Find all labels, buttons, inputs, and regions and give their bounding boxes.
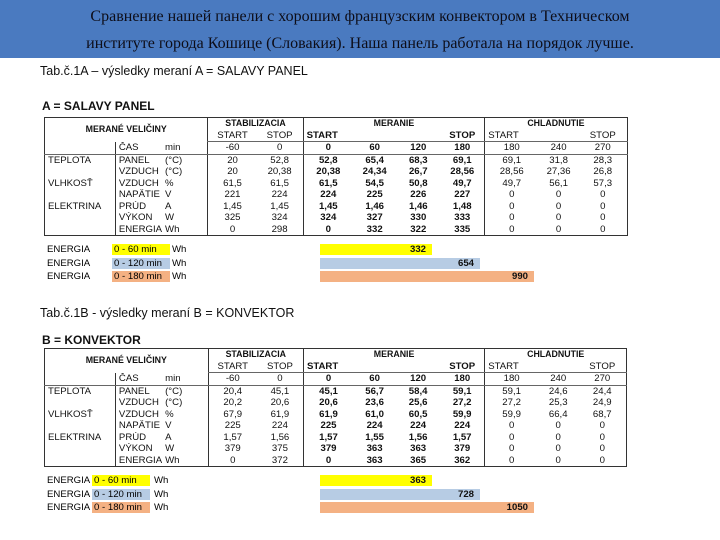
row-category — [45, 189, 116, 201]
cool-cell: 0 — [579, 212, 627, 224]
stab-start-cell: 20,2 — [208, 397, 257, 409]
measure-cell: 60 — [353, 142, 396, 155]
measure-cell: 45,1 — [303, 385, 353, 397]
measure-cell: 1,56 — [408, 431, 428, 443]
row-quantity: VÝKON — [115, 212, 162, 224]
stab-start-cell: 0 — [208, 455, 257, 467]
row-category: TEPLOTA — [45, 154, 116, 166]
cool-cell: 0 — [578, 432, 626, 444]
cool-cell: 57,3 — [579, 178, 627, 190]
cool-cell: 240 — [538, 373, 578, 386]
table-row — [45, 154, 720, 166]
energy-row — [0, 244, 720, 256]
cool-cell: 0 — [485, 420, 538, 432]
row-quantity: NAPÄTIE — [115, 420, 162, 432]
cooling-header: CHLADNUTIE — [485, 349, 627, 361]
cool-cell: 27,36 — [546, 166, 571, 178]
table-row — [45, 443, 720, 455]
stab-stop-cell: 52,8 — [270, 154, 289, 166]
measure-cell: 60 — [353, 373, 396, 386]
measure-cell: 50,8 — [408, 177, 428, 189]
stab-start-label: START — [208, 130, 257, 142]
cool-cell: 0 — [485, 443, 538, 455]
row-quantity: VÝKON — [115, 443, 162, 455]
measure-cell: 59,9 — [452, 408, 472, 420]
row-category — [45, 212, 116, 224]
measure-cell: 379 — [303, 443, 353, 455]
energy-row — [0, 258, 720, 270]
energy-unit: Wh — [172, 271, 187, 282]
row-unit: (°C) — [165, 397, 183, 409]
stab-stop-cell: 0 — [257, 373, 304, 386]
row-quantity: VZDUCH — [115, 409, 162, 421]
row-quantity: VZDUCH — [115, 397, 162, 409]
row-unit: Wh — [162, 224, 208, 236]
energy-value-bar: 332 — [320, 244, 432, 255]
cool-cell: 0 — [555, 443, 561, 455]
measure-cell: 0 — [303, 224, 353, 236]
table-row — [45, 189, 720, 201]
measure-cell: 26,7 — [408, 166, 428, 178]
row-category — [45, 224, 116, 236]
energy-label: ENERGIA — [47, 271, 91, 282]
energy-value-bar: 363 — [320, 475, 432, 486]
stab-stop-cell: 324 — [271, 212, 288, 224]
table-row — [45, 373, 720, 386]
energy-row — [0, 489, 720, 501]
stab-start-cell: 61,5 — [208, 178, 257, 190]
measure-cell: 1,46 — [408, 200, 428, 212]
measure-cell: 56,7 — [365, 385, 384, 397]
cool-cell: 180 — [485, 373, 538, 386]
row-quantity: ENERGIA — [115, 455, 162, 467]
stab-start-cell: 225 — [208, 420, 257, 432]
cool-cell: 0 — [579, 189, 627, 201]
cool-cell: 24,9 — [578, 397, 626, 409]
measure-cell: 379 — [454, 443, 471, 455]
cool-cell: 66,4 — [548, 408, 568, 420]
row-unit: V — [165, 189, 172, 201]
measure-cell: 1,57 — [452, 431, 472, 443]
table-row — [45, 409, 720, 421]
energy-unit: Wh — [154, 488, 169, 500]
measure-cell: 180 — [440, 373, 485, 386]
cool-cell: 25,3 — [548, 397, 568, 409]
cool-cell: 0 — [485, 432, 538, 444]
measured-quantities-header: MERANÉ VELIČINY — [45, 349, 209, 373]
row-category — [45, 166, 116, 178]
cool-cell: 24,4 — [578, 385, 626, 397]
stab-start-cell: 379 — [208, 443, 257, 455]
stab-stop-cell: 1,45 — [270, 200, 289, 212]
row-unit: V — [165, 420, 172, 432]
energy-period: 0 - 120 min — [92, 489, 150, 500]
table-row — [45, 178, 720, 190]
table-row — [45, 455, 720, 467]
measure-cell: 224 — [410, 420, 427, 432]
energy-label: ENERGIA — [47, 257, 91, 269]
stab-start-cell: -60 — [208, 373, 257, 386]
energy-label: ENERGIA — [47, 502, 91, 513]
energy-unit: Wh — [172, 244, 187, 255]
cool-cell: 0 — [555, 200, 562, 212]
measure-cell: 224 — [366, 420, 383, 432]
measurement-header: MERANIE — [303, 349, 484, 361]
row-quantity: PRÚD — [115, 201, 162, 213]
row-category: VLHKOSŤ — [45, 409, 116, 421]
table-row — [45, 420, 720, 432]
stab-stop-cell: 224 — [271, 189, 288, 201]
table-row — [45, 142, 720, 155]
cool-cell: 0 — [579, 201, 627, 213]
table-row — [45, 432, 720, 444]
row-unit: A — [165, 200, 172, 212]
stab-stop-cell: 61,5 — [270, 177, 289, 189]
cool-cell: 0 — [578, 443, 626, 455]
row-quantity: ČAS — [115, 373, 162, 386]
table-row — [45, 224, 720, 236]
row-unit: % — [165, 408, 174, 420]
stab-stop-label: STOP — [257, 361, 304, 373]
row-category: ELEKTRINA — [45, 432, 116, 444]
measure-cell: 54,5 — [365, 177, 385, 189]
energy-label: ENERGIA — [47, 475, 91, 486]
cool-cell: 0 — [555, 212, 562, 224]
row-unit: min — [162, 373, 208, 386]
table-row — [45, 212, 720, 224]
energy-period: 0 - 180 min — [92, 502, 150, 513]
measure-cell: 363 — [366, 443, 383, 455]
energy-unit: Wh — [154, 502, 169, 513]
cool-start-label: START — [485, 130, 579, 142]
measure-start-label: START — [303, 130, 440, 142]
table-a-subtitle: A = SALAVY PANEL — [42, 99, 155, 113]
slide-header — [0, 0, 720, 58]
table-row — [45, 201, 720, 213]
measure-cell: 1,48 — [452, 200, 472, 212]
row-quantity: PANEL — [115, 385, 162, 397]
stab-start-cell: 0 — [208, 224, 257, 236]
measure-cell: 61,5 — [303, 178, 353, 190]
measure-cell: 52,8 — [303, 154, 353, 166]
row-unit: A — [165, 431, 172, 443]
measure-cell: 0 — [303, 455, 353, 467]
measure-cell: 324 — [303, 212, 353, 224]
cool-cell: 28,56 — [485, 166, 539, 178]
row-quantity: PRÚD — [115, 432, 162, 444]
cool-cell: 0 — [579, 224, 627, 236]
energy-label: ENERGIA — [47, 244, 91, 255]
cool-stop-label: STOP — [578, 361, 626, 373]
cool-cell: 0 — [538, 455, 578, 467]
measure-cell: 59,1 — [452, 385, 472, 397]
energy-row — [0, 271, 720, 283]
cool-cell: 0 — [555, 420, 561, 432]
stab-stop-cell: 20,38 — [267, 166, 292, 178]
cool-cell: 56,1 — [549, 177, 568, 189]
stab-start-label: START — [208, 361, 257, 373]
cooling-header: CHLADNUTIE — [485, 118, 627, 130]
stab-start-cell: 20,4 — [208, 385, 257, 397]
stab-stop-cell: 224 — [271, 420, 288, 432]
energy-value-bar: 654 — [320, 258, 480, 269]
energy-period: 0 - 120 min — [112, 258, 170, 269]
cool-cell: 69,1 — [485, 154, 539, 166]
energy-unit: Wh — [154, 475, 169, 486]
header-row — [45, 118, 720, 130]
cool-cell: 0 — [578, 420, 626, 432]
measure-cell: 322 — [396, 224, 440, 236]
table-a-caption: Tab.č.1A – výsledky meraní A = SALAVY PANEL — [40, 64, 308, 78]
stab-stop-cell: 61,9 — [270, 408, 290, 420]
measure-cell: 362 — [440, 455, 485, 467]
table-b-caption: Tab.č.1B - výsledky meraní B = KONVEKTOR — [40, 306, 295, 320]
measure-cell: 28,56 — [450, 166, 475, 178]
energy-value-bar: 1050 — [320, 502, 534, 513]
measure-cell: 225 — [303, 420, 353, 432]
stab-stop-cell: 298 — [257, 224, 304, 236]
energy-label: ENERGIA — [47, 488, 91, 500]
cool-cell: 270 — [578, 373, 626, 386]
stabilization-header: STABILIZACIA — [208, 349, 303, 361]
cool-cell: 180 — [485, 142, 539, 155]
cool-cell: 270 — [579, 142, 627, 155]
cool-cell: 59,9 — [485, 409, 538, 421]
stab-start-cell: 20 — [208, 166, 257, 178]
row-category — [45, 373, 116, 386]
slide-title-line-2: институте города Кошице (Словакия). Наша панель работала на порядок лучше. — [86, 35, 634, 52]
row-quantity: ČAS — [115, 142, 162, 155]
measure-cell: 226 — [410, 189, 427, 201]
row-unit: min — [162, 142, 208, 155]
measure-stop-label: STOP — [440, 130, 484, 142]
cool-cell: 49,7 — [485, 178, 539, 190]
stabilization-header: STABILIZACIA — [208, 118, 303, 130]
cool-cell: 27,2 — [485, 397, 538, 409]
row-category: TEPLOTA — [45, 385, 116, 397]
stab-stop-cell: 1,56 — [270, 431, 290, 443]
measure-cell: 120 — [396, 142, 440, 155]
row-unit: (°C) — [165, 385, 183, 397]
row-quantity: VZDUCH — [115, 166, 162, 178]
measurement-header: MERANIE — [303, 118, 485, 130]
energy-row — [0, 475, 720, 487]
row-unit: (°C) — [165, 154, 183, 166]
cool-cell: 0 — [485, 224, 539, 236]
row-quantity: ENERGIA — [115, 224, 162, 236]
energy-period: 0 - 180 min — [112, 271, 170, 282]
stab-start-cell: 67,9 — [208, 409, 257, 421]
energy-row — [0, 502, 720, 514]
measure-cell: 224 — [454, 420, 471, 432]
stab-start-cell: 20 — [208, 154, 257, 166]
measure-cell: 330 — [410, 212, 427, 224]
measure-cell: 68,3 — [408, 154, 428, 166]
measure-cell: 25,6 — [408, 397, 428, 409]
slide-title-line-1: Сравнение нашей панели с хорошим французским конвектором в Техническом — [90, 8, 630, 25]
energy-value-bar: 728 — [320, 489, 480, 500]
row-category — [45, 142, 116, 155]
row-unit: % — [165, 177, 174, 189]
measure-cell: 61,0 — [365, 408, 384, 420]
row-category: VLHKOSŤ — [45, 178, 116, 190]
cool-cell: 24,6 — [548, 385, 568, 397]
measure-cell: 365 — [396, 455, 440, 467]
stab-stop-label: STOP — [257, 130, 304, 142]
measure-cell: 327 — [366, 212, 383, 224]
stab-stop-cell: 375 — [271, 443, 288, 455]
measure-cell: 180 — [440, 142, 484, 155]
cool-cell: 0 — [555, 431, 561, 443]
measure-cell: 60,5 — [408, 408, 428, 420]
measure-cell: 227 — [454, 189, 471, 201]
cool-cell: 0 — [578, 455, 626, 467]
row-quantity: PANEL — [115, 154, 162, 166]
measure-cell: 120 — [396, 373, 440, 386]
stab-stop-cell: 45,1 — [270, 385, 290, 397]
row-quantity: NAPÄTIE — [115, 189, 162, 201]
measure-cell: 363 — [410, 443, 427, 455]
stab-start-cell: 221 — [208, 189, 257, 201]
row-quantity: VZDUCH — [115, 178, 162, 190]
measure-start-label: START — [303, 361, 440, 373]
energy-value-bar: 990 — [320, 271, 534, 282]
row-unit: W — [165, 212, 175, 224]
cool-stop-label: STOP — [579, 130, 627, 142]
measure-cell: 1,57 — [303, 432, 353, 444]
energy-period: 0 - 60 min — [92, 475, 150, 486]
table-row — [45, 166, 720, 178]
measure-cell: 27,2 — [452, 397, 472, 409]
measured-quantities-header: MERANÉ VELIČINY — [45, 118, 208, 142]
measure-cell: 23,6 — [365, 397, 384, 409]
measure-cell: 24,34 — [362, 166, 387, 178]
cool-cell: 0 — [485, 212, 539, 224]
row-category — [45, 455, 116, 467]
measure-cell: 335 — [440, 224, 484, 236]
table-row — [45, 397, 720, 409]
cool-start-label: START — [485, 361, 579, 373]
stab-start-cell: 1,57 — [208, 432, 257, 444]
stab-start-cell: 1,45 — [208, 201, 257, 213]
cool-cell: 0 — [485, 455, 538, 467]
measure-cell: 65,4 — [365, 154, 385, 166]
measure-cell: 69,1 — [452, 154, 472, 166]
cool-cell: 0 — [538, 224, 579, 236]
table-b-measurements-table — [44, 348, 720, 467]
measure-cell: 0 — [303, 373, 353, 386]
stab-start-cell: -60 — [208, 142, 257, 155]
stab-stop-cell: 20,6 — [270, 397, 290, 409]
measure-stop-label: STOP — [440, 361, 485, 373]
table-row — [45, 385, 720, 397]
stab-stop-cell: 372 — [257, 455, 304, 467]
energy-unit: Wh — [172, 257, 187, 269]
cool-cell: 59,1 — [485, 385, 538, 397]
row-unit: Wh — [162, 455, 208, 467]
table-a-measurements-table — [44, 117, 720, 236]
measure-cell: 20,6 — [303, 397, 353, 409]
measure-cell: 49,7 — [452, 177, 472, 189]
measure-cell: 1,45 — [303, 201, 353, 213]
header-row — [45, 349, 720, 361]
row-category — [45, 397, 116, 409]
stab-stop-cell: 0 — [257, 142, 304, 155]
measure-cell: 1,55 — [365, 431, 384, 443]
row-category: ELEKTRINA — [45, 201, 116, 213]
cool-cell: 0 — [485, 201, 539, 213]
measure-cell: 363 — [353, 455, 396, 467]
cool-cell: 26,8 — [579, 166, 627, 178]
stab-start-cell: 325 — [208, 212, 257, 224]
measure-cell: 333 — [454, 212, 471, 224]
measure-cell: 0 — [303, 142, 353, 155]
measure-cell: 20,38 — [303, 166, 353, 178]
cool-cell: 31,8 — [549, 154, 568, 166]
table-b-subtitle: B = KONVEKTOR — [42, 333, 141, 347]
row-category — [45, 420, 116, 432]
cool-cell: 240 — [538, 142, 579, 155]
row-unit: W — [165, 443, 175, 455]
measure-cell: 61,9 — [303, 409, 353, 421]
energy-period: 0 - 60 min — [112, 244, 170, 255]
measure-cell: 58,4 — [408, 385, 428, 397]
cool-cell: 0 — [485, 189, 539, 201]
cool-cell: 0 — [555, 189, 562, 201]
measure-cell: 1,46 — [365, 200, 385, 212]
row-unit: (°C) — [165, 166, 183, 178]
row-category — [45, 443, 116, 455]
measure-cell: 225 — [366, 189, 383, 201]
measure-cell: 224 — [303, 189, 353, 201]
cool-cell: 28,3 — [579, 154, 627, 166]
measure-cell: 332 — [353, 224, 396, 236]
cool-cell: 68,7 — [578, 409, 626, 421]
